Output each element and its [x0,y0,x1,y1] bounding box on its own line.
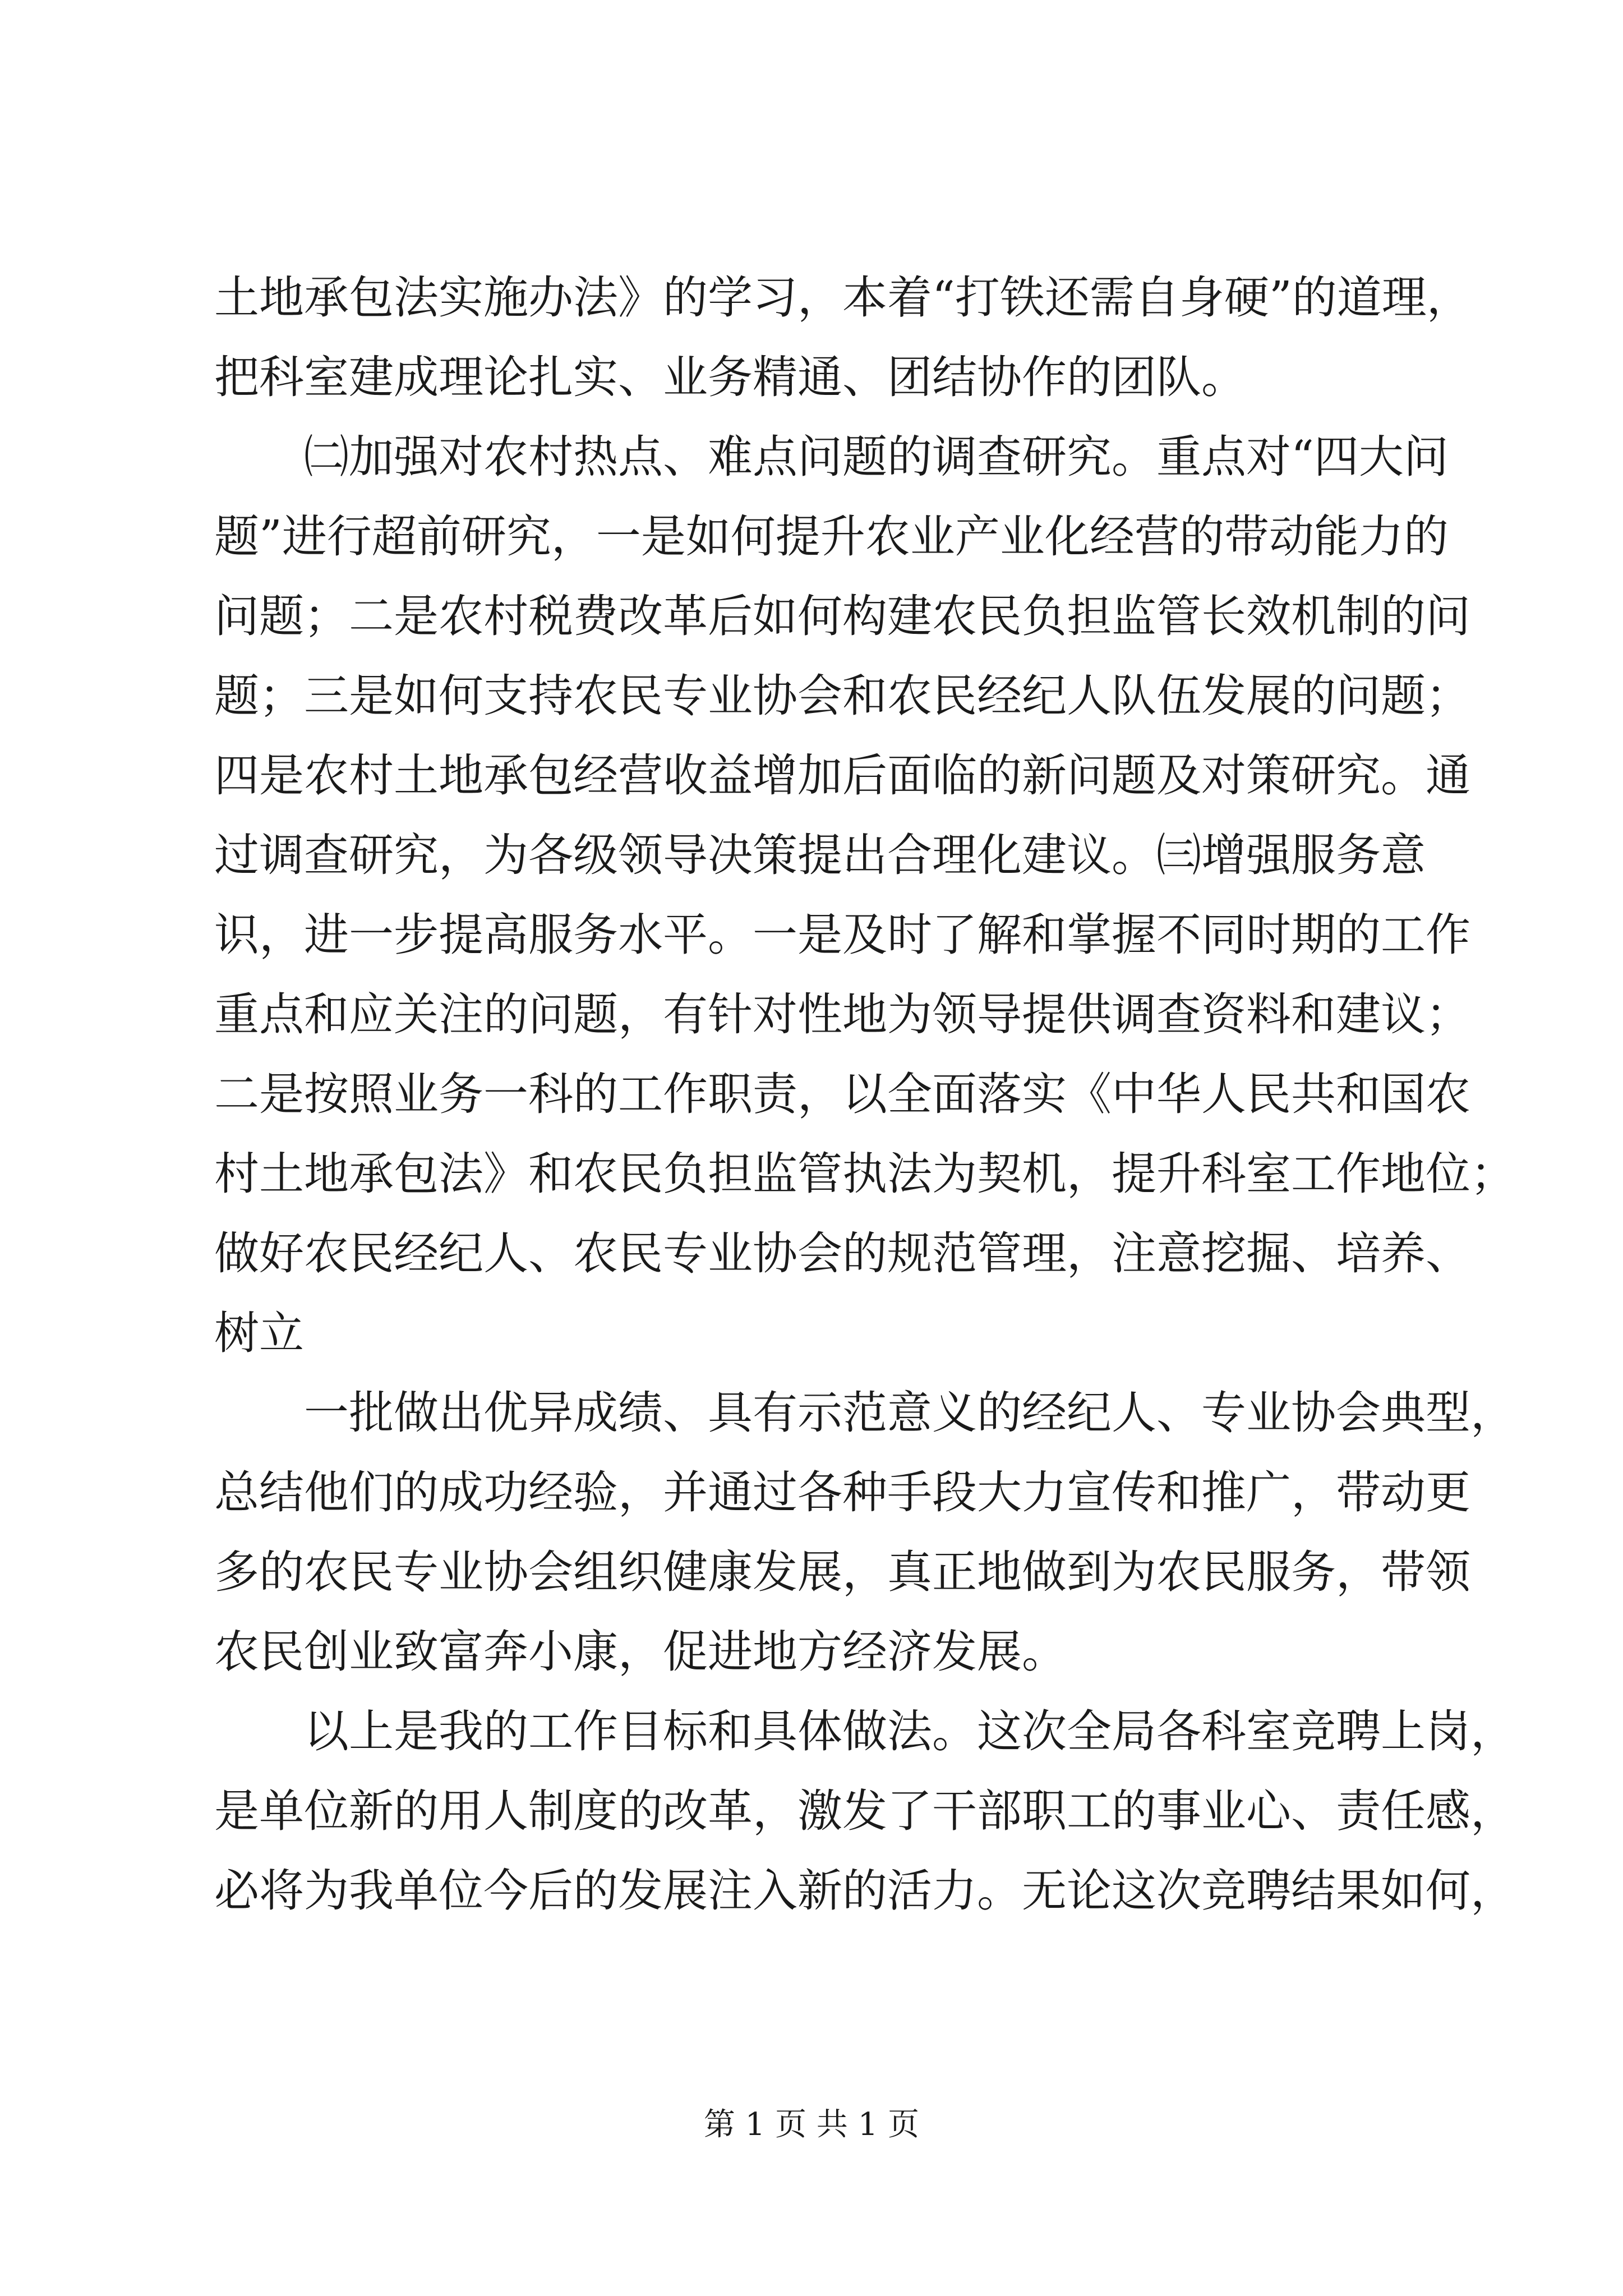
text-line: 问题；二是农村税费改革后如何构建农民负担监管长效机制的问 [214,590,1470,642]
text-line: 一批做出优异成绩、具有示范意义的经纪人、专业协会典型， [304,1387,1515,1439]
text-line: 多的农民专业协会组织健康发展，真正地做到为农民服务，带领 [214,1546,1470,1598]
text-line: 总结他们的成功经验，并通过各种手段大力宣传和推广，带动更 [214,1466,1470,1519]
text-line: 识，进一步提高服务水平。一是及时了解和掌握不同时期的工作 [214,909,1470,961]
text-line: 重点和应关注的问题，有针对性地为领导提供调查资料和建议； [214,988,1470,1041]
text-line: 是单位新的用人制度的改革，激发了干部职工的事业心、责任感， [214,1785,1515,1837]
document-body [214,258,1515,1931]
text-line: 土地承包法实施办法》的学习，本着“打铁还需自身硬”的道理， [214,272,1472,324]
text-line: 把科室建成理论扎实、业务精通、团结协作的团队。 [214,351,1246,403]
text-line: 四是农村土地承包经营收益增加后面临的新问题及对策研究。通 [214,749,1470,802]
text-line: 树立 [214,1307,304,1359]
text-line: 二是按照业务一科的工作职责，以全面落实《中华人民共和国农 [214,1068,1470,1120]
text-line: 以上是我的工作目标和具体做法。这次全局各科室竞聘上岗， [304,1705,1515,1757]
page-footer: 第 1 页 共 1 页 [703,2106,920,2143]
text-line: 过调查研究，为各级领导决策提出合理化建议。㈢增强服务意 [214,829,1426,881]
text-line: 题”进行超前研究，一是如何提升农业产业化经营的带动能力的 [214,510,1449,563]
text-line: 做好农民经纪人、农民专业协会的规范管理，注意挖掘、培养、 [214,1227,1470,1280]
text-line: 题；三是如何支持农民专业协会和农民经纪人队伍发展的问题； [214,670,1470,722]
text-line: ㈡加强对农村热点、难点问题的调查研究。重点对“四大问 [304,431,1449,483]
text-line: 农民创业致富奔小康，促进地方经济发展。 [214,1626,1067,1678]
text-line: 必将为我单位今后的发展注入新的活力。无论这次竞聘结果如何， [214,1865,1515,1917]
text-line: 村土地承包法》和农民负担监管执法为契机，提升科室工作地位； [214,1148,1515,1200]
